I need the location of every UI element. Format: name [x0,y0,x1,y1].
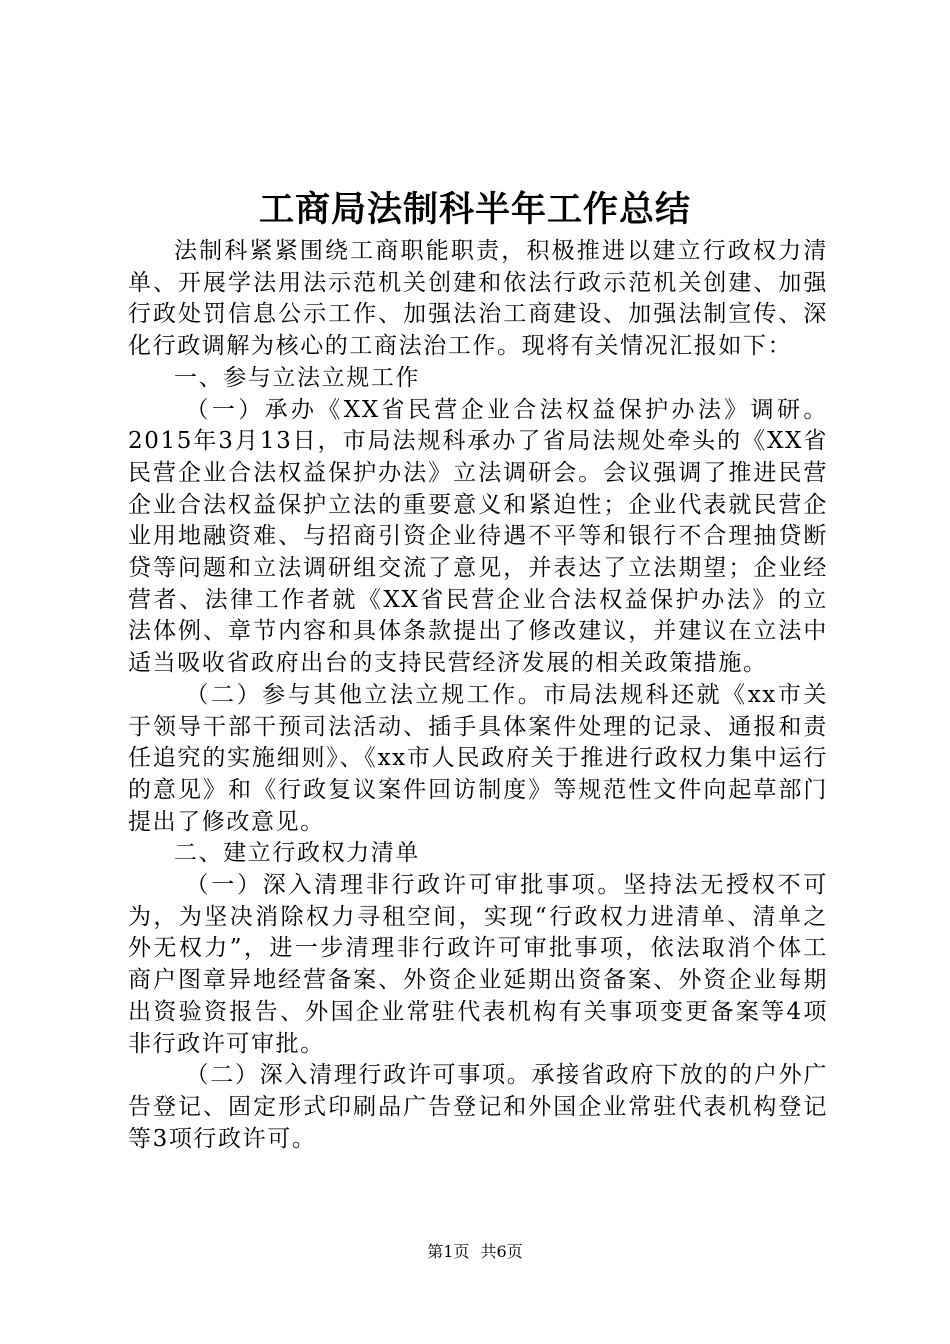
intro-paragraph: 法制科紧紧围绕工商职能职责，积极推进以建立行政权力清单、开展学法用法示范机关创建和依法行政示范机关创建、加强行政处罚信息公示工作、加强法治工商建设、加强法制宣传、深化行政调解为核心的工商法治工作。现将有关情况汇报如下： [128,238,828,360]
section-heading-1: 一、参与立法立规工作 [174,364,420,391]
page-footer [0,1240,950,1264]
page-total: 共6页 [480,1242,523,1261]
section-2-item-1: （一）深入清理非行政许可审批事项。坚持法无授权不可为，为坚决消除权力寻租空间，实现“行政权力进清单、清单之外无权力”，进一步清理非行政许可审批事项，依法取消个体工商户图章异地经营备案、外资企业延期出资备案、外资企业每期出资验资报告、外国企业常驻代表机构有关事项变更备案等4项非行政许可审批。 [128,872,828,1057]
section-1-item-1: （一）承办《XX省民营企业合法权益保护办法》调研。2015年3月13日，市局法规科承办了省局法规处牵头的《XX省民营企业合法权益保护办法》立法调研会。会议强调了推进民营企业合法权益保护立法的重要意义和紧迫性；企业代表就民营企业用地融资难、与招商引资企业待遇不平等和银行不合理抽贷断贷等问题和立法调研组交流了意见，并表达了立法期望；企业经营者、法律工作者就《XX省民营企业合法权益保护办法》的立法体例、章节内容和具体条款提出了修改建议，并建议在立法中适当吸收省政府出台的支持民营经济发展的相关政策措施。 [128,396,828,677]
page-number: 第1页 [427,1242,470,1261]
document-body [128,236,828,1155]
section-2-item-2: （二）深入清理行政许可事项。承接省政府下放的的户外广告登记、固定形式印刷品广告登记和外国企业常驻代表机构登记等3项行政许可。 [128,1062,828,1152]
document-title: 工商局法制科半年工作总结 [258,189,691,230]
section-heading-2: 二、建立行政权力清单 [174,840,420,867]
section-1-item-2: （二）参与其他立法立规工作。市局法规科还就《xx市关于领导干部干预司法活动、插手具体案件处理的记录、通报和责任追究的实施细则》、《xx市人民政府关于推进行政权力集中运行的意见》和《行政复议案件回访制度》等规范性文件向起草部门提出了修改意见。 [128,681,828,835]
